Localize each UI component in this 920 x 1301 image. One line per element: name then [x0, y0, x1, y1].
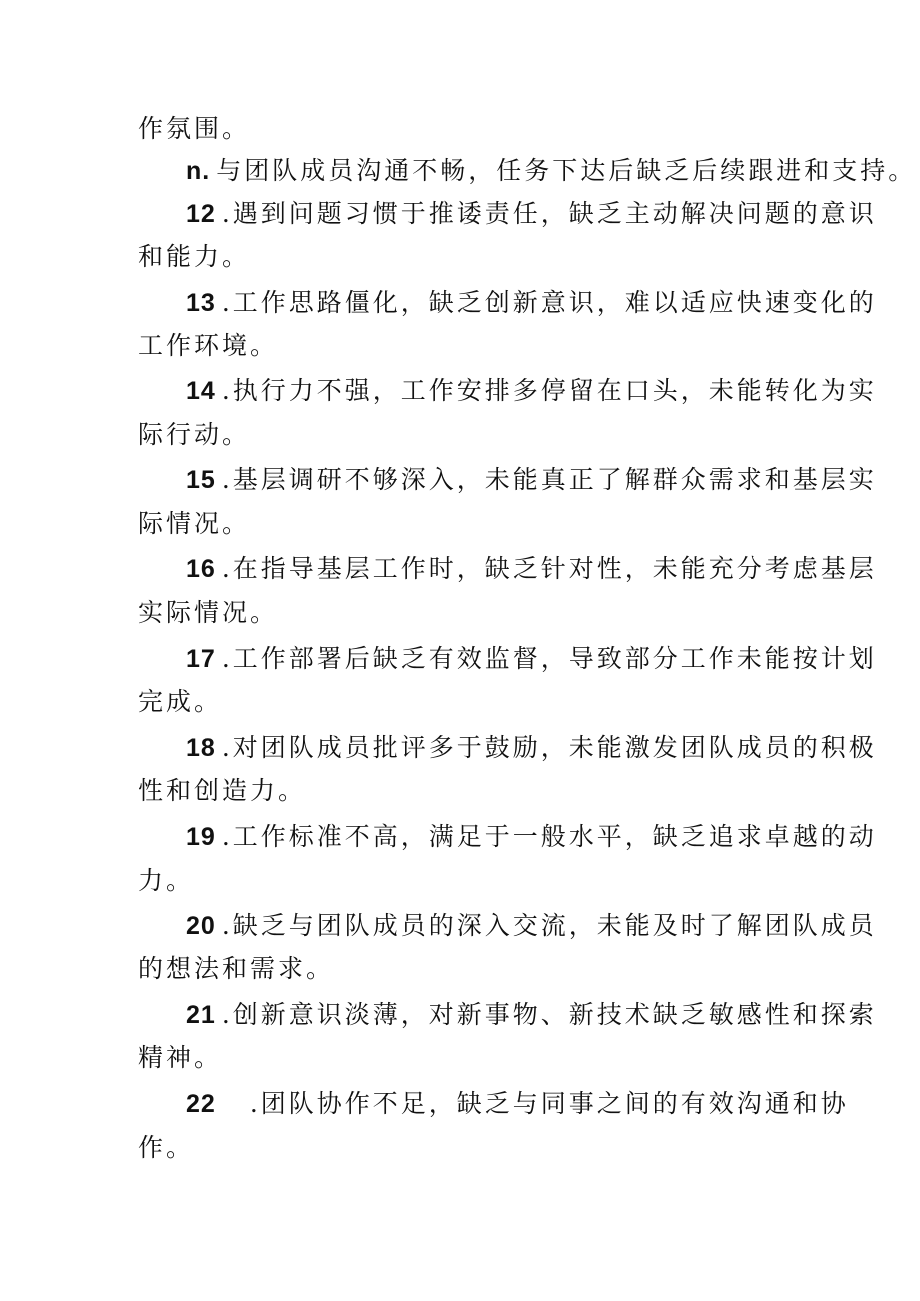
item-14: [186, 376, 877, 406]
item-16: [186, 554, 877, 584]
item-18: [186, 733, 877, 763]
item-22-continuation: 作。: [138, 1133, 195, 1162]
item-text: .在指导基层工作时，缺乏针对性，未能充分考虑基层: [221, 554, 877, 583]
item-text: .基层调研不够深入，未能真正了解群众需求和基层实: [221, 465, 877, 494]
item-11: [186, 156, 917, 186]
item-number: 12: [186, 200, 216, 228]
item-21-continuation: 精神。: [138, 1043, 223, 1072]
item-text: .缺乏与团队成员的深入交流，未能及时了解团队成员: [221, 911, 877, 940]
item-number: 13: [186, 289, 216, 317]
item-number: 22: [186, 1090, 216, 1118]
item-number: 19: [186, 823, 216, 851]
item-text: .团队协作不足，缺乏与同事之间的有效沟通和协: [249, 1089, 849, 1118]
item-number: 16: [186, 555, 216, 583]
item-12-continuation: 和能力。: [138, 242, 251, 271]
item-17-continuation: 完成。: [138, 687, 223, 716]
item-text: .对团队成员批评多于鼓励，未能激发团队成员的积极: [221, 733, 877, 762]
item-text: .工作部署后缺乏有效监督，导致部分工作未能按计划: [221, 644, 877, 673]
item-19: [186, 822, 877, 852]
item-13-continuation: 工作环境。: [138, 331, 279, 360]
item-text: .遇到问题习惯于推诿责任，缺乏主动解决问题的意识: [221, 199, 877, 228]
item-20-continuation: 的想法和需求。: [138, 954, 335, 983]
item-text: .工作思路僵化，缺乏创新意识，难以适应快速变化的: [221, 288, 877, 317]
item-19-continuation: 力。: [138, 866, 195, 895]
item-14-continuation: 际行动。: [138, 420, 251, 449]
item-22: [186, 1089, 866, 1119]
item-13: [186, 288, 877, 318]
item-20: [186, 911, 877, 941]
item-21: [186, 1000, 877, 1030]
item-text: .执行力不强，工作安排多停留在口头，未能转化为实: [221, 376, 877, 405]
item-16-continuation: 实际情况。: [138, 598, 279, 627]
item-number: n.: [186, 157, 211, 185]
item-number: 17: [186, 645, 216, 673]
item-18-continuation: 性和创造力。: [138, 776, 307, 805]
item-number: 18: [186, 734, 216, 762]
item-number: 21: [186, 1001, 216, 1029]
continuation-line: 作氛围。: [138, 114, 251, 143]
item-text: .工作标准不高，满足于一般水平，缺乏追求卓越的动: [221, 822, 877, 851]
item-text: .创新意识淡薄，对新事物、新技术缺乏敏感性和探索: [221, 1000, 877, 1029]
item-number: 20: [186, 912, 216, 940]
item-text: 与团队成员沟通不畅，任务下达后缺乏后续跟进和支持。: [216, 156, 917, 185]
item-15: [186, 465, 877, 495]
item-15-continuation: 际情况。: [138, 509, 251, 538]
item-number: 14: [186, 377, 216, 405]
item-number: 15: [186, 466, 216, 494]
item-17: [186, 644, 877, 674]
item-12: [186, 199, 877, 229]
